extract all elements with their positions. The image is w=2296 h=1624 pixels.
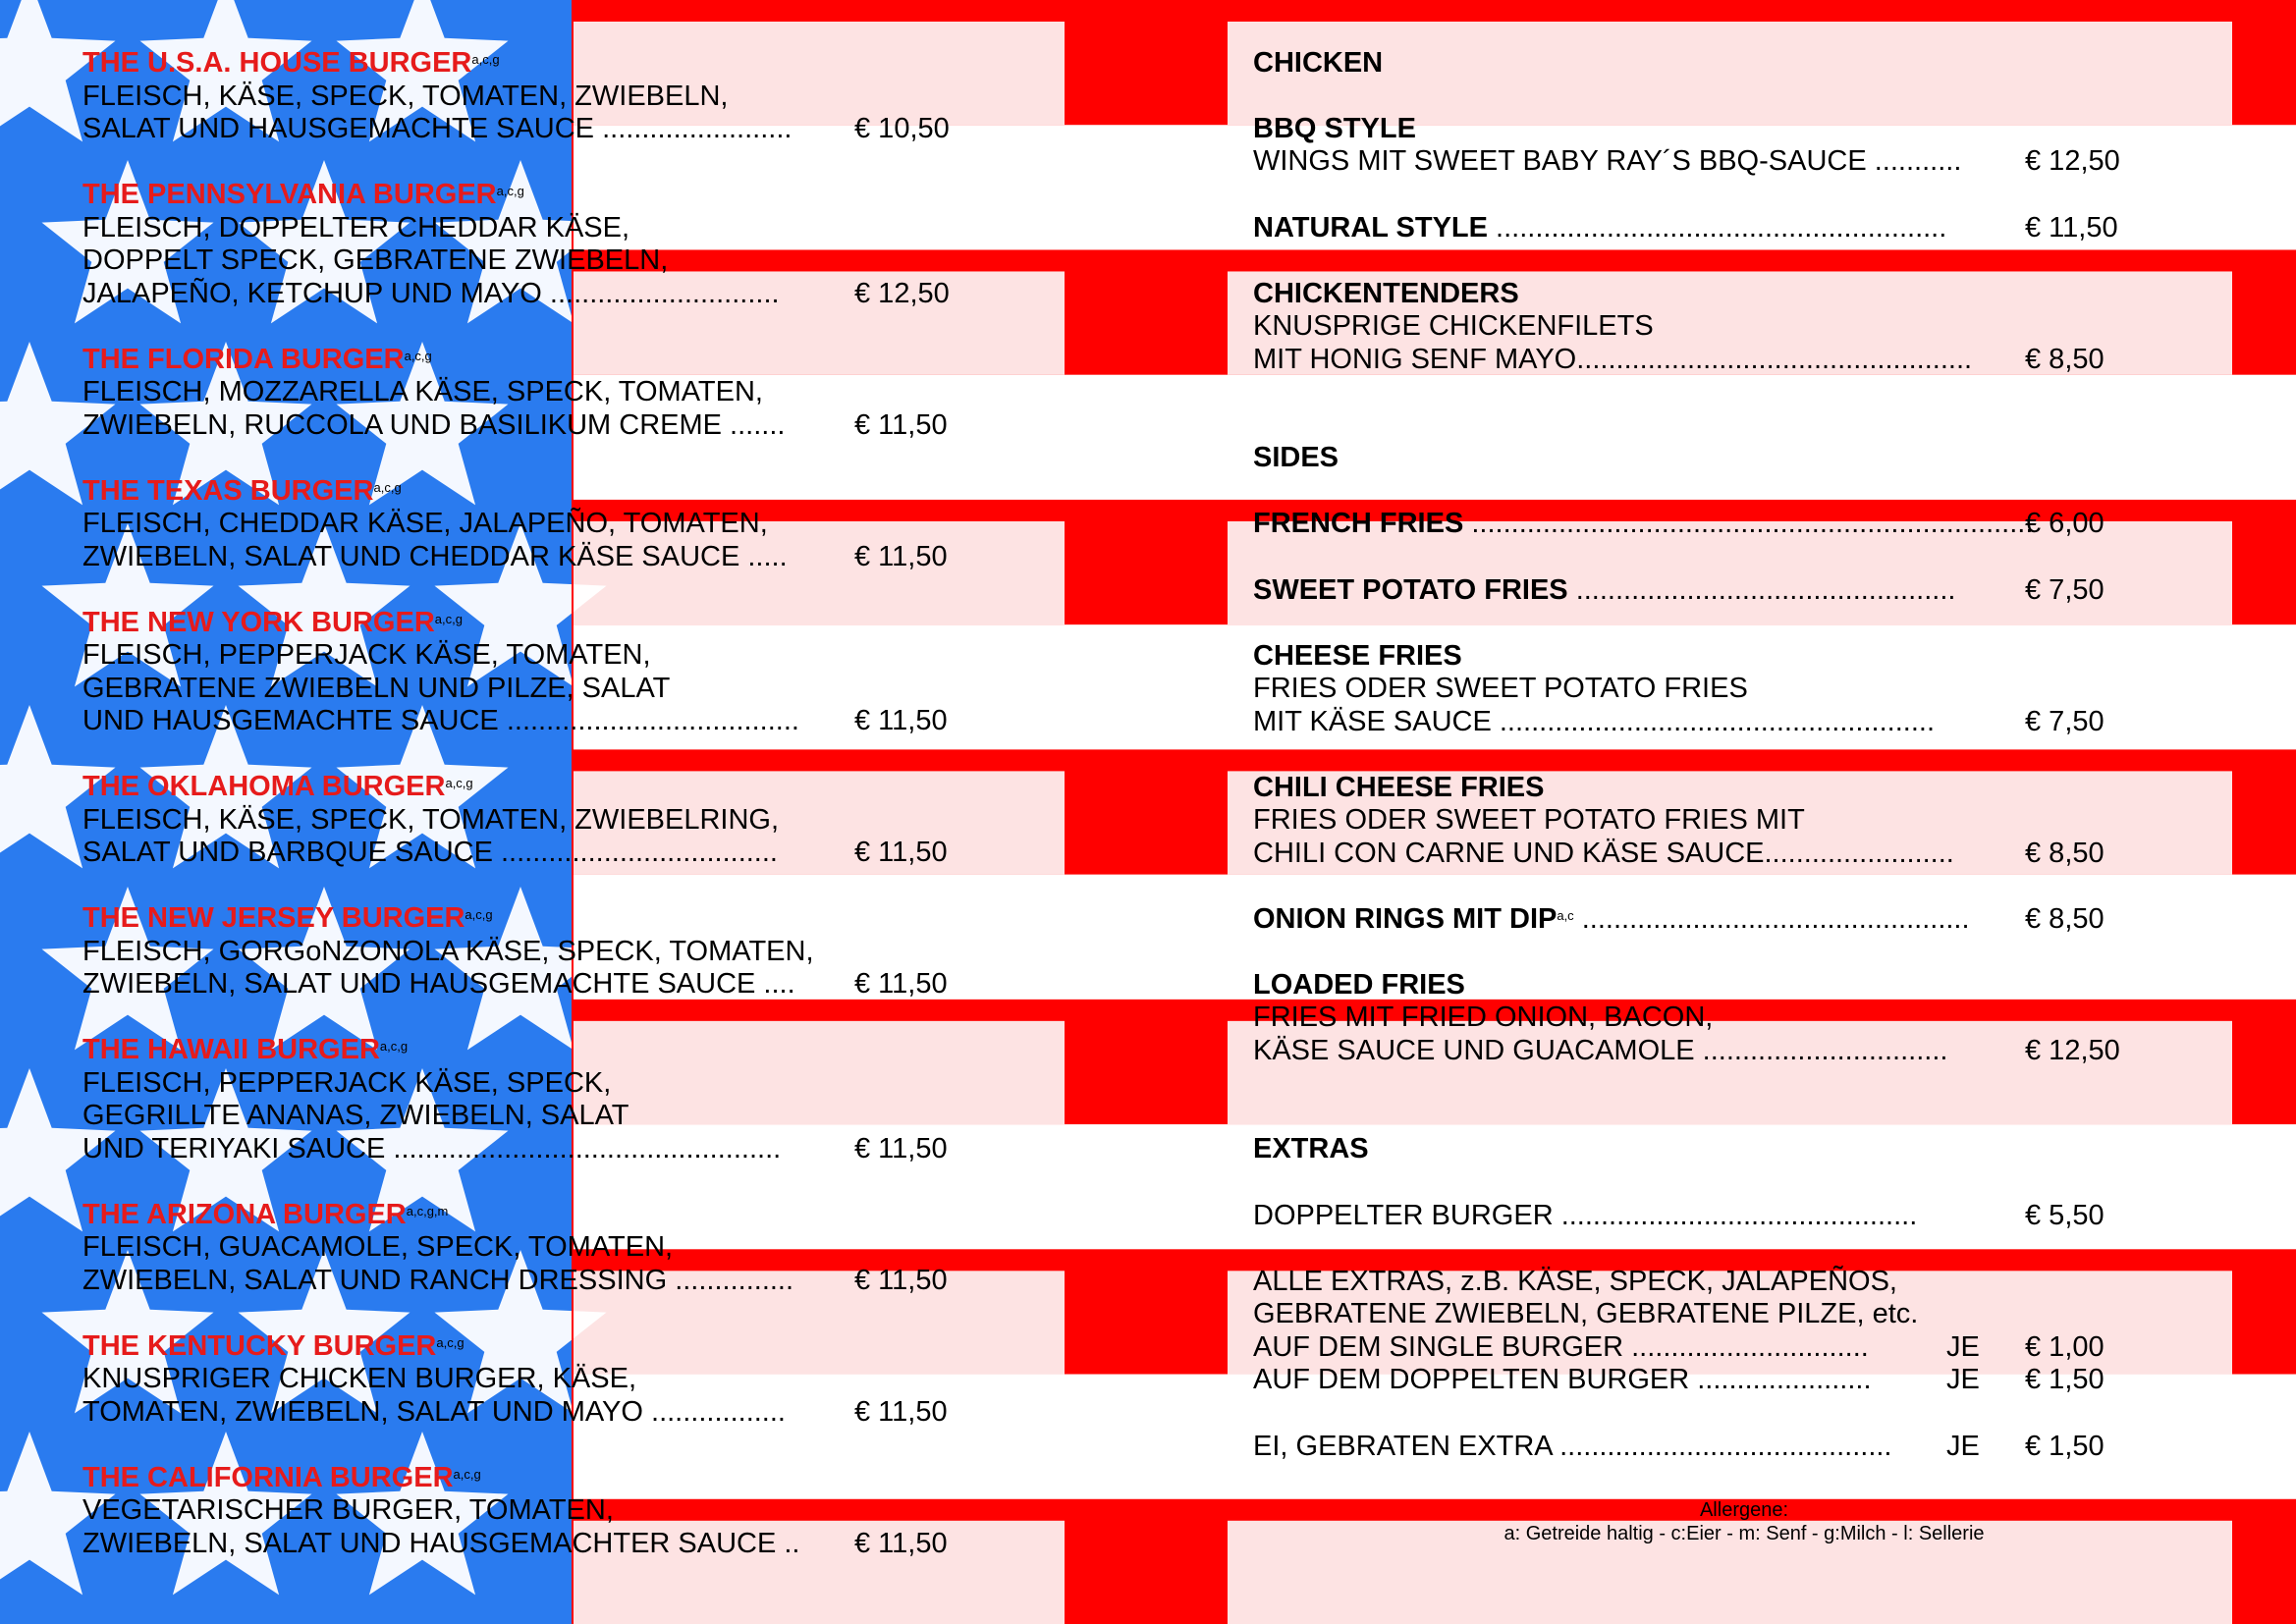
ei-extra-price: € 1,50 [2025, 1431, 2105, 1462]
allergen-list: a: Getreide haltig - c:Eier - m: Senf - g:Milch - l: Sellerie [1503, 1523, 1985, 1544]
burger-desc: UND TERIYAKI SAUCE ................................................. [82, 1132, 782, 1164]
burger-allergens: a,c,g [445, 776, 473, 790]
sides-heading: SIDES [1253, 442, 1339, 473]
burger-name: THE HAWAII BURGER [82, 1034, 380, 1065]
onion-rings-price: € 8,50 [2025, 903, 2105, 935]
burger-desc: SALAT UND HAUSGEMACHTE SAUCE ........................ [82, 113, 793, 144]
burger-name: THE OKLAHOMA BURGER [82, 771, 446, 802]
double-burger-text: DOPPELTER BURGER ............................................. [1253, 1200, 1918, 1231]
loaded-fries-desc-1: FRIES MIT FRIED ONION, BACON, [1253, 1001, 1714, 1033]
burger-allergens: a,c,g [404, 348, 432, 363]
chili-cheese-title: CHILI CHEESE FRIES [1253, 772, 1545, 803]
onion-rings-title: ONION RINGS MIT DIP [1253, 903, 1558, 935]
burger-title-row [82, 475, 402, 508]
burger-desc: ZWIEBELN, SALAT UND RANCH DRESSING ............... [82, 1264, 794, 1296]
doppelt-burger-text: AUF DEM DOPPELTEN BURGER ...................... [1253, 1364, 1872, 1395]
chicken-heading: CHICKEN [1253, 47, 1384, 79]
burger-title-row [82, 1462, 481, 1494]
loaded-fries-title: LOADED FRIES [1253, 969, 1465, 1001]
onion-rings-allergens: a,c [1557, 908, 1574, 923]
burger-desc: FLEISCH, KÄSE, SPECK, TOMATEN, ZWIEBELRING, [82, 803, 780, 836]
sweet-potato-dots: ................................................ [1567, 574, 1956, 606]
burger-title-row [82, 344, 432, 376]
burger-desc: UND HAUSGEMACHTE SAUCE ..................................... [82, 705, 799, 736]
burger-desc: GEBRATENE ZWIEBELN UND PILZE, SALAT [82, 672, 671, 704]
cheese-fries-desc-2: MIT KÄSE SAUCE ....................................................... [1253, 706, 1936, 737]
burger-price: € 12,50 [854, 277, 950, 309]
chili-cheese-desc-2: CHILI CON CARNE UND KÄSE SAUCE........................ [1253, 838, 1954, 869]
natural-style-row [1253, 212, 1946, 244]
burger-price: € 11,50 [854, 837, 948, 868]
chickentenders-price: € 8,50 [2025, 344, 2105, 375]
bbq-style-desc: WINGS MIT SWEET BABY RAY´S BBQ-SAUCE ........... [1253, 145, 1962, 177]
burger-desc: ZWIEBELN, RUCCOLA UND BASILIKUM CREME ....... [82, 408, 786, 441]
double-burger-price: € 5,50 [2025, 1200, 2105, 1231]
doppelt-burger-price: € 1,50 [2025, 1364, 2105, 1395]
chili-cheese-price: € 8,50 [2025, 838, 2105, 869]
burger-price: € 11,50 [854, 705, 948, 736]
burger-title-row [82, 902, 493, 935]
burger-title-row [82, 47, 500, 80]
single-burger-price: € 1,00 [2025, 1331, 2105, 1363]
burger-desc: ZWIEBELN, SALAT UND CHEDDAR KÄSE SAUCE ..... [82, 540, 788, 572]
ei-extra-text: EI, GEBRATEN EXTRA .......................................... [1253, 1431, 1892, 1462]
extras-desc-2: GEBRATENE ZWIEBELN, GEBRATENE PILZE, etc. [1253, 1298, 1919, 1329]
burger-name: THE TEXAS BURGER [82, 474, 374, 507]
burger-desc: TOMATEN, ZWIEBELN, SALAT UND MAYO ................. [82, 1395, 786, 1428]
burger-name: THE CALIFORNIA BURGER [82, 1461, 454, 1493]
menu-panel-band [572, 1021, 1065, 1124]
burger-desc: KNUSPRIGER CHICKEN BURGER, KÄSE, [82, 1363, 636, 1394]
cheese-fries-desc-1: FRIES ODER SWEET POTATO FRIES [1253, 673, 1748, 704]
french-fries-row [1253, 508, 2033, 540]
burger-desc: DOPPELT SPECK, GEBRATENE ZWIEBELN, [82, 244, 669, 276]
burger-desc: VEGETARISCHER BURGER, TOMATEN, [82, 1494, 614, 1526]
chickentenders-desc-2: MIT HONIG SENF MAYO.................................................. [1253, 344, 1973, 375]
sweet-potato-price: € 7,50 [2025, 574, 2105, 606]
bbq-style-price: € 12,50 [2025, 145, 2120, 177]
burger-allergens: a,c,g,m [406, 1203, 449, 1218]
french-fries-title: FRENCH FRIES [1253, 508, 1464, 539]
burger-allergens: a,c,g [436, 1334, 465, 1350]
single-burger-je: JE [1946, 1331, 1980, 1363]
burger-name: THE NEW YORK BURGER [82, 606, 435, 638]
burger-title-row [82, 1034, 408, 1066]
burger-title-row [82, 1330, 465, 1363]
allergen-note [1253, 1498, 2235, 1545]
burger-name: THE KENTUCKY BURGER [82, 1329, 437, 1362]
burger-allergens: a,c,g [453, 1466, 481, 1482]
burger-name: THE ARIZONA BURGER [82, 1198, 407, 1230]
burger-price: € 11,50 [854, 408, 948, 441]
burger-desc: FLEISCH, KÄSE, SPECK, TOMATEN, ZWIEBELN, [82, 80, 729, 112]
burger-price: € 11,50 [854, 1264, 948, 1296]
doppelt-burger-je: JE [1946, 1364, 1980, 1395]
french-fries-dots: ....................................................................... [1463, 508, 2034, 539]
burger-price: € 11,50 [854, 1527, 948, 1559]
burger-price: € 11,50 [854, 1395, 948, 1428]
chickentenders-title: CHICKENTENDERS [1253, 278, 1519, 309]
ei-extra-je: JE [1946, 1431, 1980, 1462]
burger-allergens: a,c,g [373, 479, 402, 495]
burger-price: € 11,50 [854, 1132, 948, 1164]
onion-rings-dots: ................................................. [1573, 903, 1970, 935]
loaded-fries-price: € 12,50 [2025, 1035, 2120, 1066]
extras-desc-1: ALLE EXTRAS, z.B. KÄSE, SPECK, JALAPEÑOS, [1253, 1266, 1897, 1297]
burger-desc: ZWIEBELN, SALAT UND HAUSGEMACHTER SAUCE .. [82, 1527, 800, 1559]
burger-desc: FLEISCH, DOPPELTER CHEDDAR KÄSE, [82, 211, 630, 244]
chili-cheese-desc-1: FRIES ODER SWEET POTATO FRIES MIT [1253, 804, 1805, 836]
burger-allergens: a,c,g [471, 52, 500, 67]
bbq-style-title: BBQ STYLE [1253, 113, 1416, 144]
burger-desc: GEGRILLTE ANANAS, ZWIEBELN, SALAT [82, 1100, 629, 1131]
natural-style-dots: ......................................................... [1487, 212, 1947, 244]
burger-name: THE U.S.A. HOUSE BURGER [82, 47, 472, 79]
burger-name: THE NEW JERSEY BURGER [82, 902, 465, 934]
extras-heading: EXTRAS [1253, 1133, 1369, 1164]
chickentenders-desc-1: KNUSPRIGE CHICKENFILETS [1253, 310, 1654, 342]
natural-style-title: NATURAL STYLE [1253, 212, 1488, 244]
burger-desc: SALAT UND BARBQUE SAUCE ................................... [82, 837, 778, 868]
burger-title-row [82, 179, 524, 211]
burger-price: € 11,50 [854, 968, 948, 1000]
burger-title-row [82, 771, 473, 803]
single-burger-text: AUF DEM SINGLE BURGER .............................. [1253, 1331, 1869, 1363]
burger-allergens: a,c,g [434, 611, 463, 626]
burger-allergens: a,c,g [496, 184, 524, 198]
burger-desc: FLEISCH, GORGoNZONOLA KÄSE, SPECK, TOMATEN, [82, 935, 814, 967]
burger-name: THE FLORIDA BURGER [82, 343, 405, 375]
burger-desc: ZWIEBELN, SALAT UND HAUSGEMACHTE SAUCE .... [82, 968, 795, 1000]
burger-desc: FLEISCH, PEPPERJACK KÄSE, TOMATEN, [82, 639, 651, 671]
sweet-potato-title: SWEET POTATO FRIES [1253, 574, 1568, 606]
onion-rings-row [1253, 903, 1970, 936]
burger-desc: FLEISCH, GUACAMOLE, SPECK, TOMATEN, [82, 1231, 674, 1263]
cheese-fries-title: CHEESE FRIES [1253, 640, 1462, 672]
burger-desc: FLEISCH, MOZZARELLA KÄSE, SPECK, TOMATEN, [82, 376, 763, 407]
burger-desc: JALAPEÑO, KETCHUP UND MAYO ............................. [82, 277, 780, 309]
burger-desc: FLEISCH, CHEDDAR KÄSE, JALAPEÑO, TOMATEN, [82, 508, 768, 539]
french-fries-price: € 6,00 [2025, 508, 2105, 539]
burger-price: € 11,50 [854, 540, 948, 572]
burger-allergens: a,c,g [379, 1039, 409, 1054]
burger-desc: FLEISCH, PEPPERJACK KÄSE, SPECK, [82, 1066, 612, 1099]
burger-allergens: a,c,g [465, 907, 493, 922]
burger-title-row [82, 607, 463, 639]
burger-title-row [82, 1199, 448, 1231]
burger-price: € 10,50 [854, 113, 950, 144]
burger-name: THE PENNSYLVANIA BURGER [82, 179, 497, 210]
natural-style-price: € 11,50 [2025, 212, 2118, 244]
cheese-fries-price: € 7,50 [2025, 706, 2105, 737]
loaded-fries-desc-2: KÄSE SAUCE UND GUACAMOLE ............................... [1253, 1035, 1948, 1066]
allergen-title: Allergene: [1699, 1499, 1789, 1521]
sweet-potato-row [1253, 574, 1955, 607]
